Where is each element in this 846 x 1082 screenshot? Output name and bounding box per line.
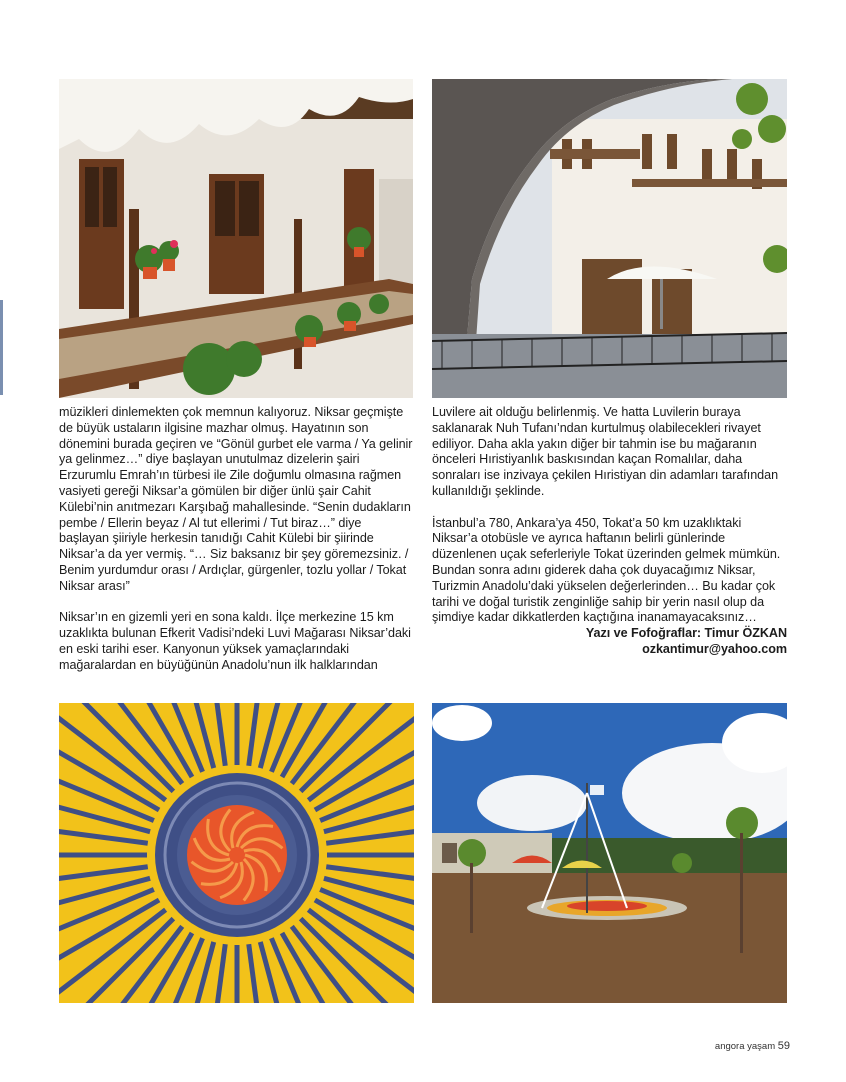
- text-column-right: [432, 405, 787, 658]
- photo-bridge-street: [432, 79, 787, 398]
- photo-credit: Yazı ve Fofoğraflar: Timur ÖZKAN: [585, 626, 787, 641]
- photo-balcony-house: [59, 79, 413, 398]
- photo-sun-ornament: [59, 703, 414, 1003]
- paragraph: İstanbul’a 780, Ankara’ya 450, Tokat’a 50 km uzaklıktaki Niksar’a otobüsle ve ayrıca haftanın belirli günlerinde düzenlenen uçak seferleriyle Tokat üzerinden gelmek mümkün. Bundan sonra adını giderek daha çok duyacağımız Niksar, Turizmin Anadolu’daki yükselen değerlerinden… Bu kadar çok tarihi ve doğal turistik zenginliğe sahip bir yerin nasıl olup da şimdiye kadar dikkatlerden kaçtığına inanamayacaksınız…: [432, 515, 781, 625]
- paragraph: müzikleri dinlemekten çok memnun kalıyoruz. Niksar geçmişte de büyük ustaların ilgisine mazhar olmuş. Hayatının son dönemini burada geçiren ve “Gönül gurbet ele varma / Ya gelinir ya gelinmez…” diye başlayan unutulmaz dizelerin şairi Erzurumlu Emrah’ın türbesi ile Zile doğumlu olmasına rağmen vasiyeti gereği Niksar’a gömülen bir diğer ünlü şair Cahit Külebi’nin anıtmezarı Karşıbağ mahallesinde. “Senin dudakların pembe / Ellerin beyaz / Al tut ellerimi / Tut biraz…” diye başlayan şiiriyle herkesin tanıdığı Cahit Külebi bir şiirinde Niksar’a da yer vermiş. “… Siz baksanız bir şey göremezsiniz. / Benim yurdumdur orası / Ardıçlar, gürgenler, tozlu yollar / Tokat Niksar arası”: [59, 405, 413, 593]
- magazine-name: angora yaşam: [714, 1041, 776, 1052]
- photo-park: [432, 703, 787, 1003]
- paragraph: Luvilere ait olduğu belirlenmiş. Ve hatta Luvilerin buraya saklanarak Nuh Tufanı’ndan kurtulmuş olabilecekleri rivayet ediliyor. Daha akla yakın diğer bir tahmin ise bu mağaranın önceleri Hıristiyanlık baskısından kaçan Romalılar, daha sonraları ise inzivaya çekilen Hıristiyan din adamları tarafından kullanıldığı şeklinde.: [432, 405, 779, 498]
- author-email: ozkantimur@yahoo.com: [642, 641, 787, 656]
- text-column-left: [59, 405, 414, 674]
- paragraph: Niksar’ın en gizemli yeri en sona kaldı. İlçe merkezine 15 km uzaklıkta bulunan Efkerit Vadisi’ndeki Luvi Mağarası Niksar’daki en eski tarihi eser. Kanyonun yüksek yamaçlarındaki mağaralardan en büyüğünün Anadolu’nun ilk halklarından: [59, 610, 411, 672]
- page-number: 59: [777, 1040, 790, 1052]
- page-footer: [715, 1040, 790, 1052]
- page-edge-mark: [0, 300, 3, 395]
